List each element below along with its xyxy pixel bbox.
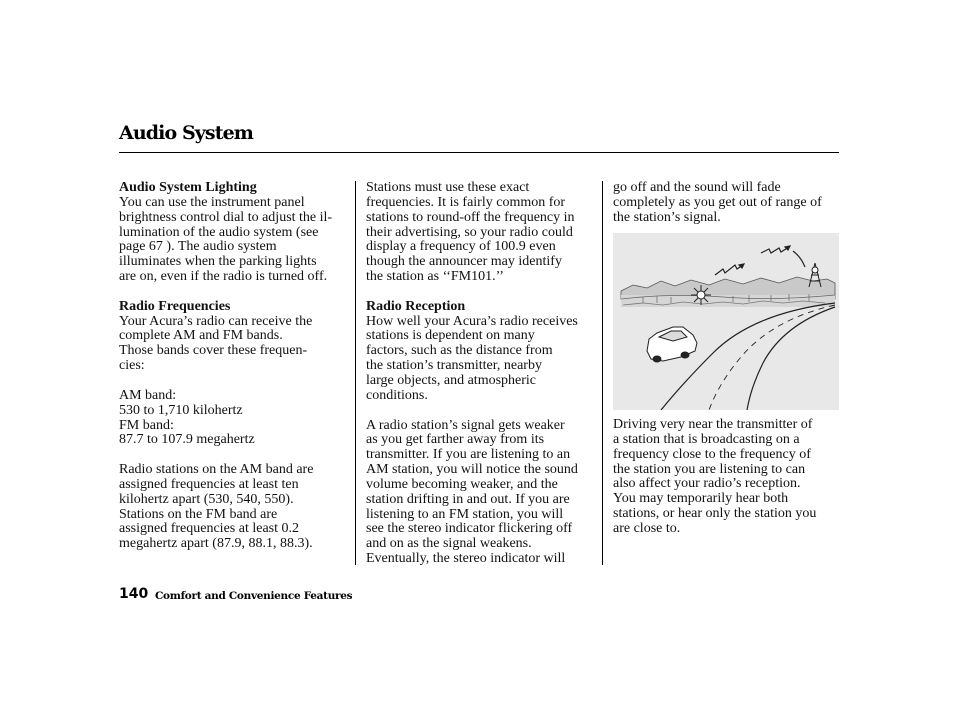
page-title: Audio System [119, 122, 253, 144]
paragraph: Your Acura’s radio can receive the complete AM and FM bands. Those bands cover these frequen- cies: [119, 313, 313, 374]
paragraph: You can use the instrument panel brightness control dial to adjust the il- lumination of the audio system (see page 67 ). The audio system illuminates when the parking lights are on, even if the radio is turned off. [119, 194, 333, 285]
paragraph: A radio station’s signal gets weaker as you get farther away from its transmitter. If you are listening to an AM station, you will notice the sound volume becoming weaker, and the station drifting in and out. If you are listening to an FM station, you will see the stereo indicator flickering off and on as the signal weakens. Eventually, the stereo indicator will [366, 417, 578, 567]
page-number: 140 [119, 586, 149, 602]
title-rule [119, 152, 839, 153]
paragraph: Driving very near the transmitter of a station that is broadcasting on a frequency close to the frequency of the station you are listening to can also affect your radio’s reception. You may temporarily hear both stations, or hear only the station you are close to. [613, 417, 817, 536]
am-band-label: AM band: [119, 387, 177, 403]
interference-burst-icon [691, 285, 711, 305]
paragraph: How well your Acura’s radio receives stations is dependent on many factors, such as the distance from the station’s transmitter, nearby large objects, and atmospheric conditions. [366, 313, 578, 403]
section-heading: Radio Reception [366, 298, 466, 314]
am-band-range: 530 to 1,710 kilohertz [119, 402, 243, 418]
reception-illustration [613, 233, 839, 410]
section-heading: Audio System Lighting [119, 180, 257, 195]
paragraph: go off and the sound will fade completely as you get out of range of the station’s signal. [613, 180, 822, 225]
fm-band-label: FM band: [119, 417, 174, 433]
fm-band-range: 87.7 to 107.9 megahertz [119, 432, 255, 448]
column-divider [602, 181, 603, 565]
paragraph: Radio stations on the AM band are assigned frequencies at least ten kilohertz apart (530, 540, 550). Stations on the FM band are assigned frequencies at least 0.2 megahertz apart (87.9, 88.1, 88.3). [119, 462, 314, 552]
column-3-lower [613, 418, 843, 537]
column-2 [366, 181, 596, 567]
column-divider [355, 181, 356, 565]
footer-section-name: Comfort and Convenience Features [155, 590, 353, 602]
column-3 [613, 181, 843, 226]
section-heading: Radio Frequencies [119, 298, 231, 314]
paragraph: Stations must use these exact frequencies. It is fairly common for stations to round-off the frequency in their advertising, so your radio could display a frequency of 100.9 even though the announcer may identify the station as ‘‘FM101.’’ [366, 180, 575, 285]
column-1 [119, 181, 355, 552]
